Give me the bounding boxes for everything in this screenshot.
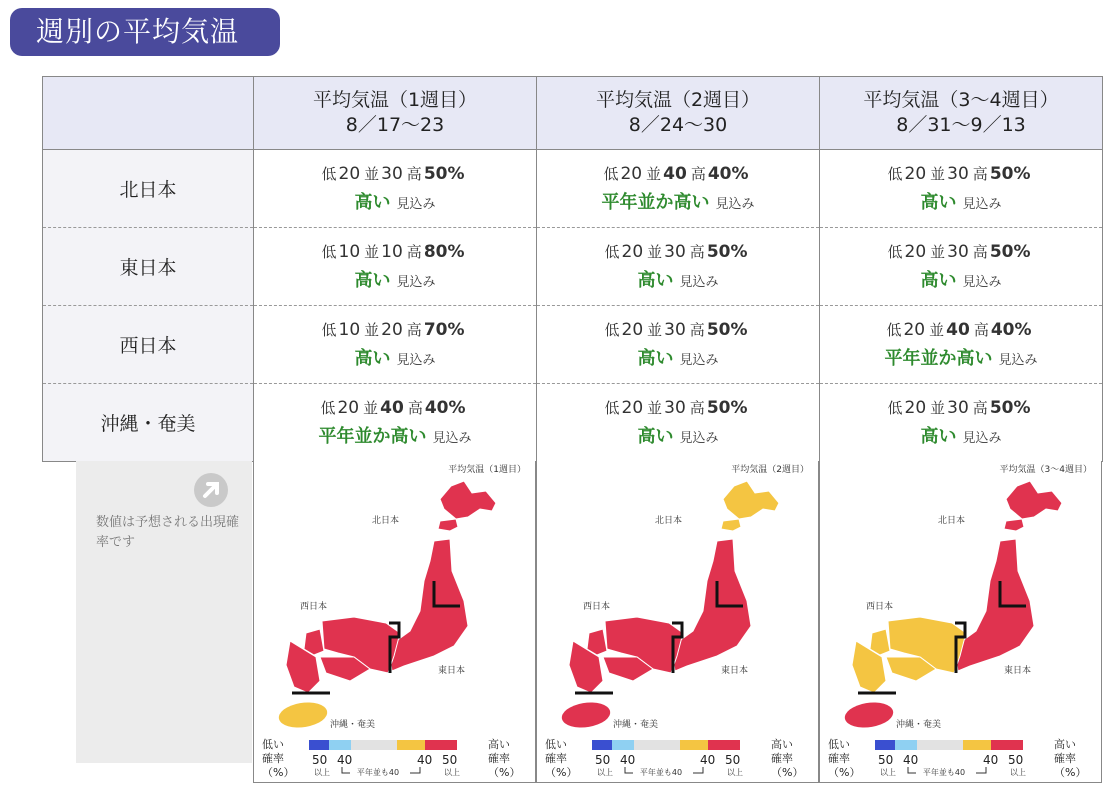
map-label-okinawa: 沖縄・奄美 [330,720,376,730]
high-prob: 50% [706,320,748,340]
table-row [43,150,1103,228]
legend-bar-segment [991,740,1023,750]
legend-above-right: 以上 [727,768,743,777]
map-label-north: 北日本 [372,516,400,526]
map-label-north: 北日本 [938,516,966,526]
legend-bar-segment [875,740,895,750]
probabilities: 低 20 並 40 高 40% [886,320,1032,340]
normal-prob: 30 [947,164,969,184]
map-label-east: 東日本 [438,666,466,676]
forecast-cell [254,228,537,306]
low-prob: 20 [621,242,644,262]
legend-bar-segment [708,740,740,750]
forecast-cell [254,384,537,462]
high-prob: 50% [989,242,1031,262]
low-prob: 20 [621,398,644,418]
outlook: 高い 見込み [637,348,719,369]
map-label-west: 西日本 [866,602,894,612]
legend-rate-right: 確率 [1054,752,1076,765]
legend-rate-left: 確率 [545,752,567,765]
map-caption: 平均気温（2週目） [731,465,809,475]
probabilities: 低 10 並 10 高 80% [321,242,465,262]
high-prob: 70% [423,320,465,340]
legend-bracket-left [625,767,633,773]
outlook: 高い 見込み [354,192,436,213]
normal-prob: 30 [381,164,403,184]
legend-bar-segment [612,740,634,750]
region-label: 西日本 [43,306,254,384]
legend-rate-right: 確率 [771,752,793,765]
legend-50-right: 50 [442,753,458,767]
note-panel [76,461,252,763]
probabilities: 低 20 並 30 高 50% [604,398,748,418]
legend-above-left: 以上 [880,768,896,777]
outlook-value: 高い [637,426,674,447]
high-prob: 50% [706,242,748,262]
legend-50-right: 50 [725,753,741,767]
outlook: 高い 見込み [354,270,436,291]
legend-high-label: 高い [771,738,793,751]
map-label-east: 東日本 [1004,666,1032,676]
legend-pct-left: （%） [262,766,295,779]
legend-bracket-right [693,767,703,773]
corner-cell [43,77,254,150]
map-region-north [723,481,779,519]
high-prob: 50% [423,164,465,184]
legend-40-right: 40 [700,753,716,767]
legend-low-label: 低い [828,738,850,751]
legend-50-left: 50 [595,753,611,767]
forecast-cell [820,228,1103,306]
normal-prob: 30 [664,398,686,418]
table-body [43,150,1103,462]
map-panel-week3-4 [819,461,1102,783]
outlook: 高い 見込み [920,426,1002,447]
legend-50-left: 50 [312,753,328,767]
high-prob: 80% [423,242,465,262]
probabilities: 低 20 並 40 高 40% [603,164,749,184]
high-prob: 50% [706,398,748,418]
forecast-table [42,76,1103,462]
legend-above-left: 以上 [314,768,330,777]
note-text: 数値は予想される出現確率です [96,515,240,550]
low-prob: 20 [904,242,927,262]
legend-high-label: 高い [1054,738,1076,751]
region-label: 沖縄・奄美 [43,384,254,462]
map-region-okinawa [845,702,893,727]
probabilities: 低 20 並 30 高 50% [887,242,1031,262]
legend-low-label: 低い [545,738,567,751]
probabilities: 低 20 並 30 高 50% [321,164,465,184]
legend-bar-segment [425,740,457,750]
high-prob: 50% [989,164,1031,184]
normal-prob: 30 [664,242,686,262]
legend-bracket-right [976,767,986,773]
legend-rate-left: 確率 [262,752,284,765]
low-prob: 20 [338,164,361,184]
legend-bar-segment [329,740,351,750]
normal-prob: 30 [947,242,969,262]
outlook: 平年並か高い 見込み [601,192,755,213]
legend-bracket-left [908,767,916,773]
legend-pct-left: （%） [545,766,578,779]
normal-prob: 20 [381,320,403,340]
legend-bar-segment [351,740,397,750]
map-caption: 平均気温（3～4週目） [999,465,1092,475]
legend-40-left: 40 [620,753,636,767]
legend-bracket-right [410,767,420,773]
low-prob: 20 [620,164,643,184]
outlook-value: 高い [354,270,391,291]
map-label-east: 東日本 [721,666,749,676]
normal-prob: 30 [947,398,969,418]
region-label: 北日本 [43,150,254,228]
column-header-week2: 平均気温（2週目） 8／24～30 [537,77,820,150]
probabilities: 低 20 並 30 高 50% [887,398,1031,418]
forecast-cell [820,384,1103,462]
outlook: 高い 見込み [637,426,719,447]
legend-pct-right: （%） [771,766,804,779]
outlook: 高い 見込み [637,270,719,291]
forecast-cell [537,306,820,384]
region-label: 東日本 [43,228,254,306]
legend-low-label: 低い [262,738,284,751]
legend-40-left: 40 [337,753,353,767]
probabilities: 低 10 並 20 高 70% [321,320,465,340]
low-prob: 20 [904,164,927,184]
forecast-cell [537,384,820,462]
outlook-value: 高い [354,192,391,213]
table-row [43,228,1103,306]
legend-bar-segment [634,740,680,750]
outlook-value: 高い [637,270,674,291]
legend-high-label: 高い [488,738,510,751]
map-label-okinawa: 沖縄・奄美 [613,720,659,730]
outlook-value: 高い [354,348,391,369]
legend-50-left: 50 [878,753,894,767]
low-prob: 10 [338,242,361,262]
legend-normal-range: 平年並も40 [922,768,966,777]
normal-prob: 40 [946,320,970,340]
expand-arrow-icon[interactable] [194,473,228,507]
low-prob: 20 [904,398,927,418]
probabilities: 低 20 並 40 高 40% [320,398,466,418]
outlook: 高い 見込み [354,348,436,369]
probabilities: 低 20 並 30 高 50% [887,164,1031,184]
outlook-value: 高い [637,348,674,369]
normal-prob: 40 [380,398,404,418]
legend-normal-range: 平年並も40 [639,768,683,777]
forecast-cell [537,228,820,306]
normal-prob: 40 [663,164,687,184]
legend-bar-segment [917,740,963,750]
outlook-value: 高い [920,426,957,447]
low-prob: 20 [337,398,360,418]
forecast-cell [254,150,537,228]
legend-bar-segment [309,740,329,750]
legend-40-left: 40 [903,753,919,767]
forecast-cell [820,306,1103,384]
low-prob: 20 [621,320,644,340]
map-region-okinawa [279,702,327,727]
legend-bar-segment [963,740,991,750]
legend-bar-segment [592,740,612,750]
high-prob: 50% [989,398,1031,418]
legend-50-right: 50 [1008,753,1024,767]
map-label-west: 西日本 [583,602,611,612]
map-label-okinawa: 沖縄・奄美 [896,720,942,730]
outlook: 高い 見込み [920,192,1002,213]
normal-prob: 10 [381,242,403,262]
map-region-north [1004,519,1024,531]
low-prob: 10 [338,320,361,340]
outlook-value: 高い [920,192,957,213]
legend-bar-segment [680,740,708,750]
outlook-value: 高い [920,270,957,291]
normal-prob: 30 [664,320,686,340]
map-region-north [438,519,458,531]
legend-rate-right: 確率 [488,752,510,765]
map-region-okinawa [562,702,610,727]
outlook-value: 平年並か高い [601,192,710,213]
legend-bar-segment [895,740,917,750]
page-title: 週別の平均気温 [10,8,280,56]
forecast-cell [254,306,537,384]
probabilities: 低 20 並 30 高 50% [604,320,748,340]
legend-rate-left: 確率 [828,752,850,765]
legend-40-right: 40 [417,753,433,767]
legend-above-right: 以上 [444,768,460,777]
forecast-cell [820,150,1103,228]
probabilities: 低 20 並 30 高 50% [604,242,748,262]
column-header-week1: 平均気温（1週目） 8／17～23 [254,77,537,150]
forecast-cell [537,150,820,228]
high-prob: 40% [707,164,749,184]
legend-above-right: 以上 [1010,768,1026,777]
high-prob: 40% [990,320,1032,340]
legend-bar-segment [397,740,425,750]
map-region-north [721,519,741,531]
legend-40-right: 40 [983,753,999,767]
map-region-north [440,481,496,519]
map-label-north: 北日本 [655,516,683,526]
high-prob: 40% [424,398,466,418]
table-row [43,384,1103,462]
legend-pct-right: （%） [1054,766,1087,779]
legend-pct-right: （%） [488,766,521,779]
table-row [43,306,1103,384]
map-panel-week1 [253,461,536,783]
map-caption: 平均気温（1週目） [448,465,526,475]
map-region-north [1006,481,1062,519]
outlook: 平年並か高い 見込み [884,348,1038,369]
legend-bracket-left [342,767,350,773]
outlook-value: 平年並か高い [884,348,993,369]
map-panel-week2 [536,461,819,783]
legend-above-left: 以上 [597,768,613,777]
low-prob: 20 [903,320,926,340]
legend-normal-range: 平年並も40 [356,768,400,777]
outlook: 高い 見込み [920,270,1002,291]
legend-pct-left: （%） [828,766,861,779]
map-label-west: 西日本 [300,602,328,612]
column-header-week3-4: 平均気温（3～4週目） 8／31～9／13 [820,77,1103,150]
outlook: 平年並か高い 見込み [318,426,472,447]
outlook-value: 平年並か高い [318,426,427,447]
